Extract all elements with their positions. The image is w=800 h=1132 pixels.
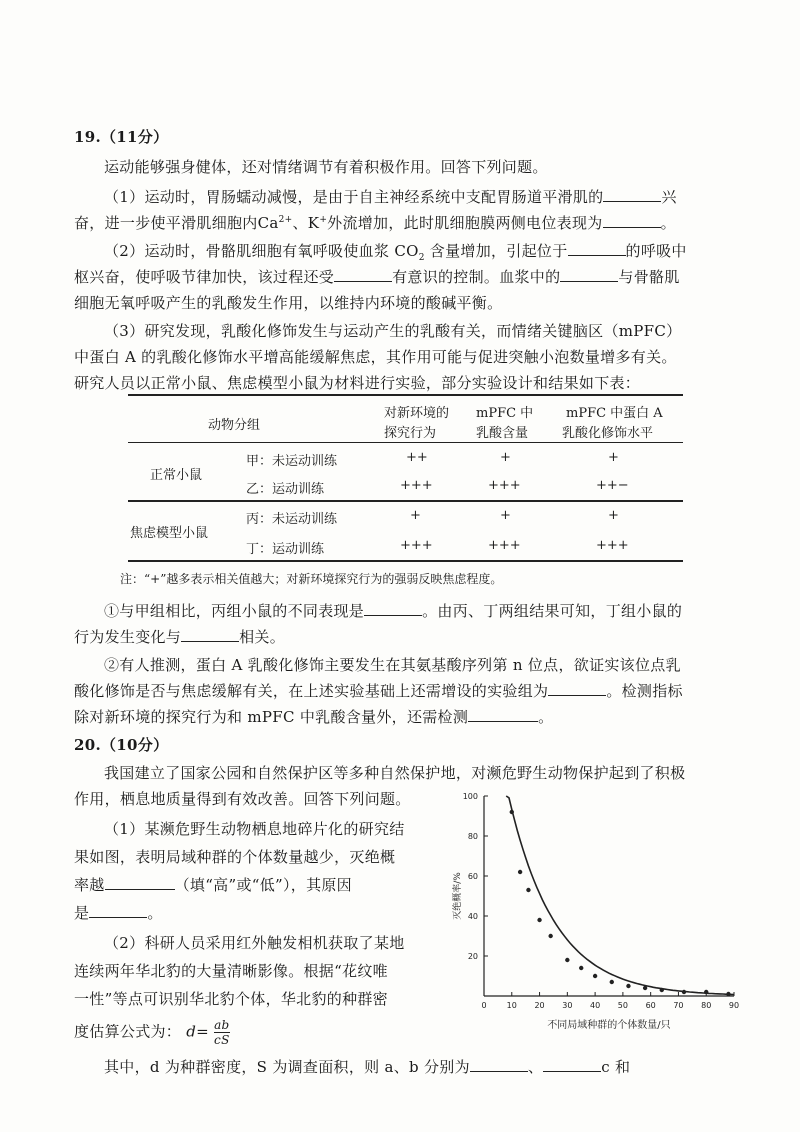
- y-tick-label: 100: [462, 792, 478, 801]
- q19-header: 19.（11分）: [74, 128, 169, 146]
- table-note: 注：“+”越多表示相关值越大；对新环境探究行为的强弱反映焦虑程度。: [120, 572, 503, 586]
- fitted-curve: [506, 796, 734, 995]
- x-tick-label: 70: [673, 1001, 684, 1010]
- table-header-col3-b: 乳酸化修饰水平: [562, 426, 654, 441]
- density-formula: d= $\frac{ab}{cS}$: [186, 1018, 230, 1047]
- q20-header: 20.（10分）: [74, 736, 169, 754]
- answer-blank[interactable]: [543, 1057, 601, 1072]
- answer-blank[interactable]: [560, 267, 618, 282]
- table-header-col1-a: 对新环境的: [384, 406, 450, 421]
- q20-intro-line2: 作用，栖息地质量得到有效改善。回答下列问题。: [74, 790, 411, 808]
- x-tick-label: 80: [701, 1001, 712, 1010]
- answer-blank[interactable]: [181, 627, 239, 642]
- q19-sub1-line1: ①与甲组相比，丙组小鼠的不同表现是 。由丙、丁两组结果可知，丁组小鼠的: [104, 602, 683, 620]
- table-group-anxiety: 焦虑模型小鼠: [130, 526, 209, 541]
- q19-sub2-line2: 酸化修饰是否与焦虑缓解有关，在上述实验基础上还需增设的实验组为 。检测指标: [74, 682, 683, 700]
- table-group-normal: 正常小鼠: [150, 468, 203, 483]
- table-row-label: 甲：未运动训练: [246, 454, 338, 469]
- q19-p3-line2: 中蛋白 A 的乳酸化修饰水平增高能缓解焦虑，其作用可能与促进突触小泡数量增多有关。: [74, 348, 677, 366]
- data-point: [660, 988, 664, 992]
- data-point: [610, 980, 614, 984]
- table-header-col1-b: 探究行为: [384, 426, 437, 441]
- table-cell: +++: [488, 478, 521, 493]
- table-header-group: 动物分组: [208, 418, 261, 433]
- table-cell: ++: [406, 450, 428, 465]
- data-point: [682, 990, 686, 994]
- q20-s1-line4: 是 。: [74, 904, 163, 922]
- table-cell: +++: [596, 538, 629, 553]
- q19-p2-line1: （2）运动时，骨骼肌细胞有氧呼吸使血浆 $CO_2$ 含量增加，引起位于 的呼吸中: [104, 242, 687, 263]
- y-axis-label: 灭绝概率/%: [453, 872, 463, 920]
- table-row-label: 丙：未运动训练: [246, 512, 338, 527]
- q19-sub2-line1: ②有人推测，蛋白 A 乳酸化修饰主要发生在其氨基酸序列第 n 位点，欲证实该位点乳: [104, 656, 681, 674]
- answer-blank[interactable]: [468, 707, 538, 722]
- q19-p2-line3: 细胞无氧呼吸产生的乳酸发生作用，以维持内环境的酸碱平衡。: [74, 294, 503, 312]
- q20-s2-line4: 度估算公式为： d= $\frac{ab}{cS}$: [74, 1018, 230, 1047]
- q19-p1-line2: 奋，进一步使平滑肌细胞内$Ca^{2+}$、K+外流增加，此时肌细胞膜两侧电位表现为 。: [74, 214, 676, 232]
- data-point: [510, 810, 514, 814]
- x-axis-label: 不同局域种群的个体数量/只: [547, 1020, 671, 1031]
- data-point: [704, 990, 708, 994]
- table-header-col3-a: mPFC 中蛋白 A: [566, 406, 663, 421]
- answer-blank[interactable]: [89, 903, 147, 918]
- table-bottom-rule: [128, 560, 683, 562]
- q19-p3-line1: （3）研究发现，乳酸化修饰发生与运动产生的乳酸有关，而情绪关键脑区（mPFC）: [104, 322, 682, 340]
- answer-blank[interactable]: [470, 1057, 528, 1072]
- q20-last-line: 其中，d 为种群密度，S 为调查面积，则 a、b 分别为 、 c 和: [104, 1058, 631, 1076]
- x-tick-label: 0: [481, 1001, 487, 1010]
- data-point: [548, 934, 552, 938]
- q19-intro: 运动能够强身健体，还对情绪调节有着积极作用。回答下列问题。: [104, 158, 548, 176]
- data-point: [537, 918, 541, 922]
- q19-sub1-line2: 行为发生变化与 相关。: [74, 628, 286, 646]
- x-tick-label: 60: [645, 1001, 656, 1010]
- q20-s2-line3: 一性”等点可识别华北豹个体，华北豹的种群密: [74, 990, 388, 1008]
- extinction-probability-chart: [448, 786, 748, 1036]
- table-cell: +: [608, 450, 619, 465]
- y-tick-label: 20: [467, 952, 478, 961]
- table-top-rule: [128, 394, 683, 396]
- table-cell: ++−: [596, 478, 629, 493]
- data-point: [579, 966, 583, 970]
- data-point: [726, 992, 730, 996]
- q20-s2-line2: 连续两年华北豹的大量清晰影像。根据“花纹唯: [74, 962, 388, 980]
- answer-blank[interactable]: [334, 267, 392, 282]
- table-header-col2-b: 乳酸含量: [476, 426, 529, 441]
- q20-s1-line2: 果如图，表明局域种群的个体数量越少，灭绝概: [74, 848, 396, 866]
- table-cell: +++: [488, 538, 521, 553]
- q20-intro-line1: 我国建立了国家公园和自然保护区等多种自然保护地，对濒危野生动物保护起到了积极: [104, 764, 686, 782]
- x-tick-label: 30: [562, 1001, 573, 1010]
- table-mid-rule: [128, 500, 683, 502]
- x-tick-label: 50: [617, 1001, 628, 1010]
- table-cell: +++: [400, 538, 433, 553]
- table-cell: +: [500, 508, 511, 523]
- x-tick-label: 40: [590, 1001, 601, 1010]
- x-tick-label: 20: [534, 1001, 545, 1010]
- x-tick-label: 10: [506, 1001, 517, 1010]
- answer-blank[interactable]: [603, 213, 661, 228]
- q19-p2-line2: 枢兴奋，使呼吸节律加快，该过程还受 有意识的控制。血浆中的 与骨骼肌: [74, 268, 680, 286]
- answer-blank[interactable]: [364, 601, 422, 616]
- data-point: [593, 974, 597, 978]
- y-tick-label: 60: [467, 872, 478, 881]
- answer-blank[interactable]: [548, 681, 606, 696]
- y-tick-label: 40: [467, 912, 478, 921]
- table-row-label: 乙：运动训练: [246, 482, 325, 497]
- x-tick-label: 90: [728, 1001, 740, 1010]
- table-cell: +: [608, 508, 619, 523]
- q19-p1-line1: （1）运动时，胃肠蠕动减慢，是由于自主神经系统中支配胃肠道平滑肌的 兴: [104, 188, 677, 206]
- q20-s2-line1: （2）科研人员采用红外触发相机获取了某地: [104, 934, 405, 952]
- q20-s1-line1: （1）某濒危野生动物栖息地碎片化的研究结: [104, 820, 405, 838]
- y-tick-label: 80: [467, 832, 478, 841]
- q19-p3-line3: 研究人员以正常小鼠、焦虑模型小鼠为材料进行实验，部分实验设计和结果如下表：: [74, 374, 641, 392]
- answer-blank[interactable]: [105, 875, 175, 890]
- q19-sub2-line3: 除对新环境的探究行为和 mPFC 中乳酸含量外，还需检测 。: [74, 708, 554, 726]
- table-row-label: 丁：运动训练: [246, 542, 325, 557]
- data-point: [643, 986, 647, 990]
- data-point: [626, 984, 630, 988]
- table-cell: +: [500, 450, 511, 465]
- answer-blank[interactable]: [568, 241, 626, 256]
- data-point: [565, 958, 569, 962]
- table-header-col2-a: mPFC 中: [476, 406, 534, 421]
- data-point: [518, 870, 522, 874]
- answer-blank[interactable]: [603, 187, 661, 202]
- table-cell: +: [410, 508, 421, 523]
- data-point: [526, 888, 530, 892]
- table-header-rule: [128, 442, 683, 443]
- q20-s1-line3: 率越 （填“高”或“低”），其原因: [74, 876, 352, 894]
- table-cell: +++: [400, 478, 433, 493]
